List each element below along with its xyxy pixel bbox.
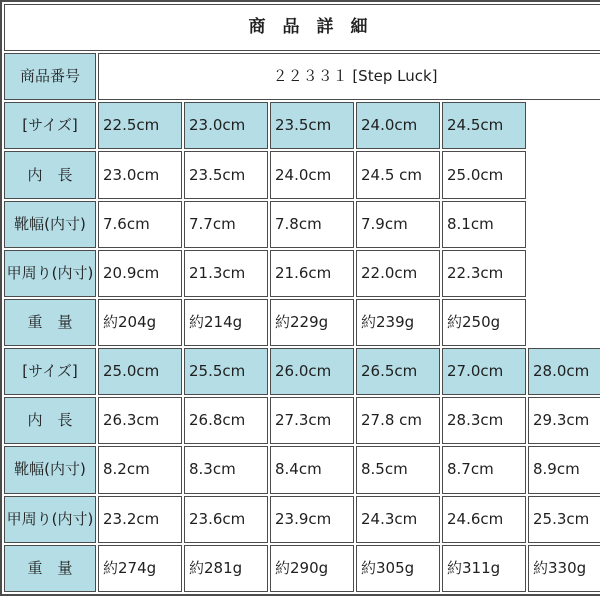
size-value-cell: 27.3cm — [270, 397, 354, 444]
size-value-cell: 25.3cm — [528, 496, 600, 543]
size-header-cell: 26.5cm — [356, 348, 440, 395]
size-value-cell: 29.3cm — [528, 397, 600, 444]
size-value-cell: 24.3cm — [356, 496, 440, 543]
size-value-cell: 25.0cm — [442, 151, 526, 198]
size-value-cell: 7.6cm — [98, 201, 182, 248]
size-value-cell: 7.8cm — [270, 201, 354, 248]
size-value-cell: 24.5 cm — [356, 151, 440, 198]
size-value-cell: 26.8cm — [184, 397, 268, 444]
size-value-cell: 23.9cm — [270, 496, 354, 543]
size-value-cell: 8.1cm — [442, 201, 526, 248]
row-label: 甲周り(内寸) — [4, 496, 96, 543]
size-value-cell: 22.0cm — [356, 250, 440, 297]
empty-cell — [528, 201, 600, 248]
row-label: [サイズ] — [4, 348, 96, 395]
size-header-cell: 23.5cm — [270, 102, 354, 149]
row-label: 重 量 — [4, 545, 96, 592]
size-table-row — [4, 102, 600, 149]
size-value-cell: 22.3cm — [442, 250, 526, 297]
size-header-cell: 23.0cm — [184, 102, 268, 149]
size-value-cell: 24.0cm — [270, 151, 354, 198]
size-value-cell: 20.9cm — [98, 250, 182, 297]
size-value-cell: 26.3cm — [98, 397, 182, 444]
table-body — [4, 4, 600, 592]
product-number-label: 商品番号 — [4, 53, 96, 100]
size-value-cell: 24.6cm — [442, 496, 526, 543]
size-value-cell: 8.3cm — [184, 446, 268, 493]
title-row — [4, 4, 600, 51]
size-table-row — [4, 545, 600, 592]
size-header-cell: 24.0cm — [356, 102, 440, 149]
size-value-cell: 7.9cm — [356, 201, 440, 248]
empty-cell — [528, 299, 600, 346]
size-header-cell: 22.5cm — [98, 102, 182, 149]
row-label: 重 量 — [4, 299, 96, 346]
empty-cell — [528, 102, 600, 149]
size-value-cell: 7.7cm — [184, 201, 268, 248]
size-value-cell: 23.0cm — [98, 151, 182, 198]
size-value-cell: 約330g — [528, 545, 600, 592]
size-value-cell: 8.4cm — [270, 446, 354, 493]
size-table-row — [4, 496, 600, 543]
size-header-cell: 25.0cm — [98, 348, 182, 395]
page-title: 商 品 詳 細 — [4, 4, 600, 51]
size-value-cell: 8.7cm — [442, 446, 526, 493]
size-value-cell: 8.9cm — [528, 446, 600, 493]
size-value-cell: 21.6cm — [270, 250, 354, 297]
size-value-cell: 27.8 cm — [356, 397, 440, 444]
size-table-row — [4, 250, 600, 297]
size-table-row — [4, 299, 600, 346]
size-value-cell: 約274g — [98, 545, 182, 592]
size-value-cell: 23.5cm — [184, 151, 268, 198]
size-header-cell: 26.0cm — [270, 348, 354, 395]
size-header-cell: 25.5cm — [184, 348, 268, 395]
row-label: 靴幅(内寸) — [4, 201, 96, 248]
size-table-row — [4, 446, 600, 493]
size-value-cell: 21.3cm — [184, 250, 268, 297]
size-value-cell: 約281g — [184, 545, 268, 592]
empty-cell — [528, 151, 600, 198]
size-header-cell: 28.0cm — [528, 348, 600, 395]
size-value-cell: 28.3cm — [442, 397, 526, 444]
product-number-row — [4, 53, 600, 100]
size-header-cell: 27.0cm — [442, 348, 526, 395]
size-value-cell: 約229g — [270, 299, 354, 346]
size-value-cell: 8.2cm — [98, 446, 182, 493]
size-value-cell: 23.2cm — [98, 496, 182, 543]
size-value-cell: 約204g — [98, 299, 182, 346]
size-table-row — [4, 348, 600, 395]
row-label: [サイズ] — [4, 102, 96, 149]
size-value-cell: 8.5cm — [356, 446, 440, 493]
product-number-value: ２２３３１ [Step Luck] — [98, 53, 600, 100]
size-table-row — [4, 201, 600, 248]
size-value-cell: 約311g — [442, 545, 526, 592]
row-label: 靴幅(内寸) — [4, 446, 96, 493]
size-value-cell: 23.6cm — [184, 496, 268, 543]
size-value-cell: 約305g — [356, 545, 440, 592]
size-table-row — [4, 151, 600, 198]
size-header-cell: 24.5cm — [442, 102, 526, 149]
size-value-cell: 約250g — [442, 299, 526, 346]
row-label: 内 長 — [4, 397, 96, 444]
empty-cell — [528, 250, 600, 297]
size-value-cell: 約239g — [356, 299, 440, 346]
size-value-cell: 約214g — [184, 299, 268, 346]
row-label: 内 長 — [4, 151, 96, 198]
size-value-cell: 約290g — [270, 545, 354, 592]
size-table-row — [4, 397, 600, 444]
row-label: 甲周り(内寸) — [4, 250, 96, 297]
